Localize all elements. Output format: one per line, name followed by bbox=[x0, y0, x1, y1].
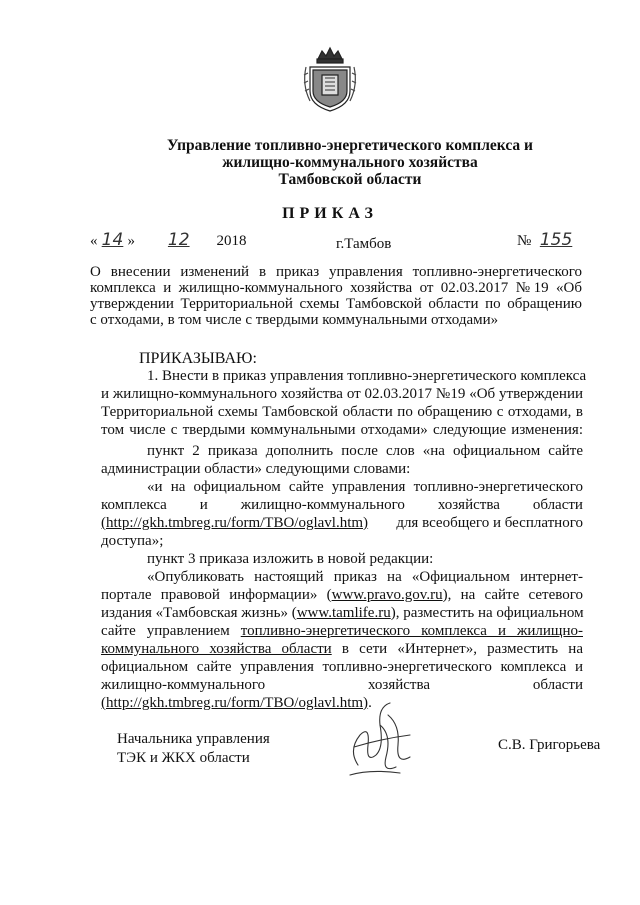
org-line-1: Управление топливно-энергетического комплекса и bbox=[167, 137, 533, 154]
org-line-2: жилищно-коммунального хозяйства bbox=[222, 154, 478, 171]
p3-word-3: жилищно-коммунального bbox=[240, 497, 405, 513]
p5-word-3: области bbox=[532, 677, 583, 693]
signatory-position bbox=[117, 730, 270, 768]
p3-line-4: доступа»; bbox=[101, 533, 164, 549]
coat-of-arms-emblem bbox=[300, 45, 360, 115]
gkh-link[interactable]: (http://gkh.tmbreg.ru/form/TBO/oglavl.htm) bbox=[101, 515, 369, 531]
position-line-2: ТЭК и ЖКХ области bbox=[117, 750, 250, 766]
p5-line-8 bbox=[101, 695, 372, 712]
number-value: 155 bbox=[539, 230, 573, 250]
subject-line-1: О внесении изменений в приказ управления топливно-энергетического bbox=[90, 264, 582, 280]
p5-line-1: «Опубликовать настоящий приказ на «Официальном интернет- bbox=[147, 569, 583, 585]
p1-line-3: Территориальной схемы Тамбовской области по обращению с отходами, в bbox=[101, 404, 583, 420]
order-word: ПРИКАЗЫВАЮ: bbox=[139, 350, 257, 367]
gkh-link-2[interactable]: (http://gkh.tmbreg.ru/form/TBO/oglavl.htm) bbox=[101, 695, 369, 711]
date-day: 14 bbox=[101, 230, 124, 250]
p5-word-2: хозяйства bbox=[367, 677, 431, 693]
date-year: 2018 bbox=[216, 233, 247, 249]
subject-line-4: с отходами, в том числе с твердыми коммунальными отходами» bbox=[90, 312, 499, 328]
p3-word-2: и bbox=[199, 497, 208, 513]
org-line-3: Тамбовской области bbox=[278, 171, 422, 188]
p3-line-3 bbox=[101, 515, 583, 532]
p5-line-3-post: ), разместить на официальном bbox=[390, 605, 584, 621]
city: г.Тамбов bbox=[336, 236, 392, 252]
date-line bbox=[90, 232, 247, 250]
p5-line-4-pre: сайте управлением bbox=[101, 623, 241, 639]
p3-word-1: комплекса bbox=[101, 497, 167, 513]
p5-line-2 bbox=[101, 587, 583, 604]
p5-line-3 bbox=[101, 605, 583, 622]
dept-name-underlined-1: топливно-энергетического комплекса и жилищно- bbox=[240, 623, 583, 639]
order-number bbox=[517, 232, 577, 250]
p5-line-4 bbox=[101, 623, 583, 640]
number-sign: № bbox=[517, 233, 532, 249]
p1-line-4: том числе с твердыми коммунальными отходами» следующие изменения: bbox=[101, 422, 583, 438]
p4-line: пункт 3 приказа изложить в новой редакции: bbox=[147, 551, 434, 567]
dept-name-underlined-2: коммунального хозяйства области bbox=[101, 641, 332, 657]
quote-close: » bbox=[127, 233, 135, 249]
p5-line-2-pre: портале правовой информации» ( bbox=[101, 587, 332, 603]
p5-line-2-post: ), на сайте сетевого bbox=[442, 587, 583, 603]
p3-word-5: области bbox=[532, 497, 583, 513]
p2-line-1: пункт 2 приказа дополнить после слов «на официальном сайте bbox=[147, 443, 583, 459]
p3-word-4: хозяйства bbox=[437, 497, 500, 513]
p3-line-2 bbox=[101, 497, 583, 514]
position-line-1: Начальника управления bbox=[117, 731, 270, 747]
p5-line-5-post: в сети «Интернет», разместить на bbox=[331, 641, 583, 657]
tamlife-link[interactable]: www.tamlife.ru bbox=[296, 605, 391, 621]
date-month: 12 bbox=[167, 230, 190, 250]
p5-line-3-pre: издания «Тамбовская жизнь» ( bbox=[101, 605, 297, 621]
p2-line-2: администрации области» следующими словами: bbox=[101, 461, 411, 477]
p1-line-1: 1. Внести в приказ управления топливно-энергетического комплекса bbox=[147, 368, 587, 384]
document-type-title: ПРИКАЗ bbox=[282, 205, 378, 222]
p5-line-8-post: . bbox=[368, 695, 372, 711]
p3-line-1: «и на официальном сайте управления топливно-энергетического bbox=[147, 479, 583, 495]
handwritten-signature bbox=[340, 695, 420, 785]
organization-name bbox=[120, 137, 580, 188]
p1-line-2: и жилищно-коммунального хозяйства от 02.03.2017 №19 «Об утверждении bbox=[101, 386, 583, 402]
pravo-link[interactable]: www.pravo.gov.ru bbox=[331, 587, 443, 603]
subject-line-3: утверждении Территориальной схемы Тамбовской области по обращению bbox=[90, 296, 582, 312]
p5-line-6: официальном сайте управления топливно-энергетического комплекса и bbox=[101, 659, 583, 675]
p5-line-5 bbox=[101, 641, 583, 658]
subject-line-2: комплекса и жилищно-коммунального хозяйства от 02.03.2017 №19 «Об bbox=[90, 280, 582, 296]
p3-line-3-rest: для всеобщего и бесплатного bbox=[396, 515, 583, 531]
quote-open: « bbox=[90, 233, 98, 249]
p5-line-7 bbox=[101, 677, 583, 694]
signatory-name: С.В. Григорьева bbox=[498, 737, 601, 753]
p5-word-1: жилищно-коммунального bbox=[101, 677, 266, 693]
